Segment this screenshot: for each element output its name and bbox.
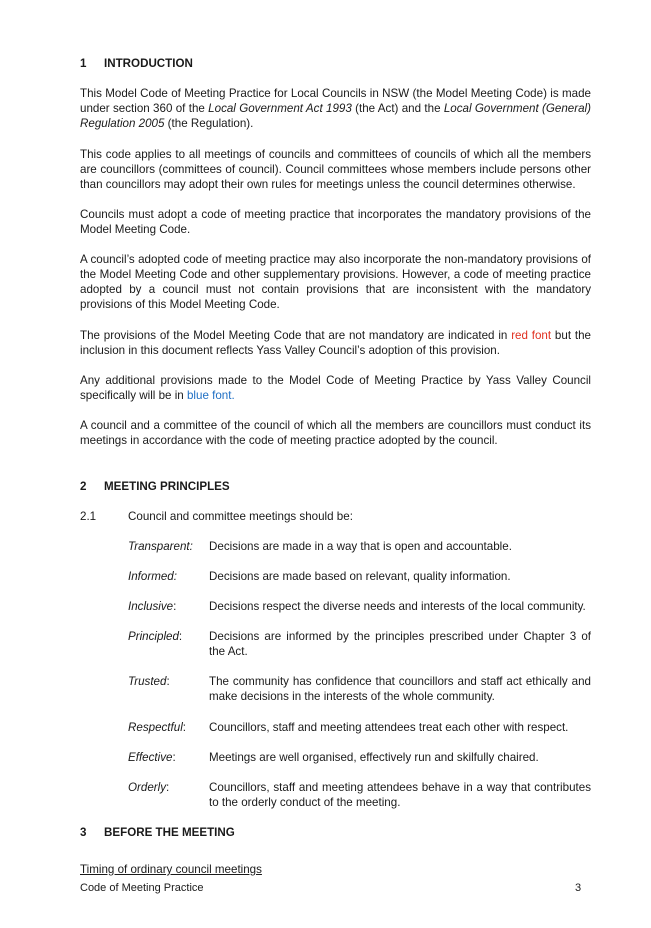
term-colon: : xyxy=(172,751,176,764)
principle-definition: Decisions are informed by the principles prescribed under Chapter 3 of the Act. xyxy=(209,630,591,658)
text-run: but the inclusion in this document reflects Yass Valley Council’s adoption of this provision. xyxy=(80,329,591,357)
term-colon: : xyxy=(166,781,170,794)
principle-term-wrapper xyxy=(128,599,176,614)
term-colon: : xyxy=(173,600,177,613)
text-run: (the Regulation). xyxy=(164,117,254,130)
principle-term: Orderly xyxy=(128,781,167,794)
clause-text: Council and committee meetings should be: xyxy=(128,510,353,523)
section-title: MEETING PRINCIPLES xyxy=(104,480,230,493)
paragraph-text: Councils must adopt a code of meeting practice that incorporates the mandatory provisions of the Model Meeting Code. xyxy=(80,208,591,236)
footer-page-number: 3 xyxy=(575,882,582,894)
intro-paragraph-2 xyxy=(80,147,591,192)
section-title: INTRODUCTION xyxy=(104,57,193,70)
principle-term: Trusted xyxy=(128,675,167,688)
section-number: 1 xyxy=(80,57,87,70)
principle-definition: Decisions are made based on relevant, quality information. xyxy=(209,570,511,583)
intro-paragraph-6 xyxy=(80,373,591,403)
subheading-timing-ordinary-meetings: Timing of ordinary council meetings xyxy=(80,863,262,876)
principle-term: Transparent: xyxy=(128,540,193,553)
paragraph-text: A council’s adopted code of meeting practice may also incorporate the non-mandatory provisions of the Model Meeting Code and other supplementary provisions. However, a code of meeting practice adopted by a council must not contain provisions that are inconsistent with the mandatory provisions of this Model Meeting Code. xyxy=(80,253,591,311)
section-number: 3 xyxy=(80,826,87,839)
term-colon: : xyxy=(182,721,187,734)
principle-definition: Councillors, staff and meeting attendees treat each other with respect. xyxy=(209,721,569,734)
term-colon: : xyxy=(166,675,170,688)
principle-definition: Meetings are well organised, effectively run and skilfully chaired. xyxy=(209,751,539,764)
principle-term-wrapper xyxy=(128,750,176,765)
footer-document-title: Code of Meeting Practice xyxy=(80,882,204,894)
intro-paragraph-3 xyxy=(80,207,591,237)
section-title: BEFORE THE MEETING xyxy=(104,826,235,839)
principle-term: Inclusive xyxy=(128,600,174,613)
section-heading-meeting-principles xyxy=(80,479,230,494)
paragraph-text: A council and a committee of the council of which all the members are councillors must conduct its meetings in accordance with the code of meeting practice adopted by the council. xyxy=(80,419,591,447)
intro-paragraph-7 xyxy=(80,418,591,448)
principle-term-wrapper xyxy=(128,674,170,689)
intro-paragraph-5 xyxy=(80,328,591,358)
text-run: Any additional provisions made to the Model Code of Meeting Practice by Yass Valley Council specifically will be in xyxy=(80,374,591,402)
principle-term-wrapper xyxy=(128,629,182,644)
text-run: This Model Code of Meeting Practice for Local Councils in NSW (the Model Meeting Code) is made under section 360 of the xyxy=(80,87,591,115)
section-heading-introduction xyxy=(80,56,193,71)
clause-number: 2.1 xyxy=(80,510,97,523)
blue-font-sample: blue font. xyxy=(186,389,235,402)
regulation-title: Local Government (General) Regulation 2005 xyxy=(80,102,591,130)
red-font-sample: red font xyxy=(511,329,552,342)
principle-term-wrapper xyxy=(128,720,186,735)
section-number: 2 xyxy=(80,480,87,493)
principle-term-wrapper xyxy=(128,780,169,795)
principle-term: Respectful xyxy=(128,721,183,734)
principle-definition: Decisions are made in a way that is open and accountable. xyxy=(209,540,512,553)
paragraph-text: This code applies to all meetings of councils and committees of councils of which all the members are councillors (committees of council). Council committees whose members include persons other than councillors may adopt their own rules for meetings unless the council determines otherwise. xyxy=(80,148,591,191)
principle-definition: Decisions respect the diverse needs and interests of the local community. xyxy=(209,600,586,613)
principle-term: Principled xyxy=(128,630,179,643)
principle-term: Informed: xyxy=(128,570,177,583)
act-title: Local Government Act 1993 xyxy=(208,102,352,115)
term-colon: : xyxy=(178,630,183,643)
principle-term: Effective xyxy=(128,751,173,764)
text-run: (the Act) and the xyxy=(351,102,444,115)
principle-definition: Councillors, staff and meeting attendees behave in a way that contributes to the orderly conduct of the meeting. xyxy=(209,781,591,809)
intro-paragraph-1 xyxy=(80,86,591,131)
principle-definition: The community has confidence that councillors and staff act ethically and make decisions in the interests of the whole community. xyxy=(209,675,591,703)
text-run: The provisions of the Model Meeting Code that are not mandatory are indicated in xyxy=(80,329,512,342)
intro-paragraph-4 xyxy=(80,252,591,312)
section-heading-before-the-meeting xyxy=(80,825,235,840)
